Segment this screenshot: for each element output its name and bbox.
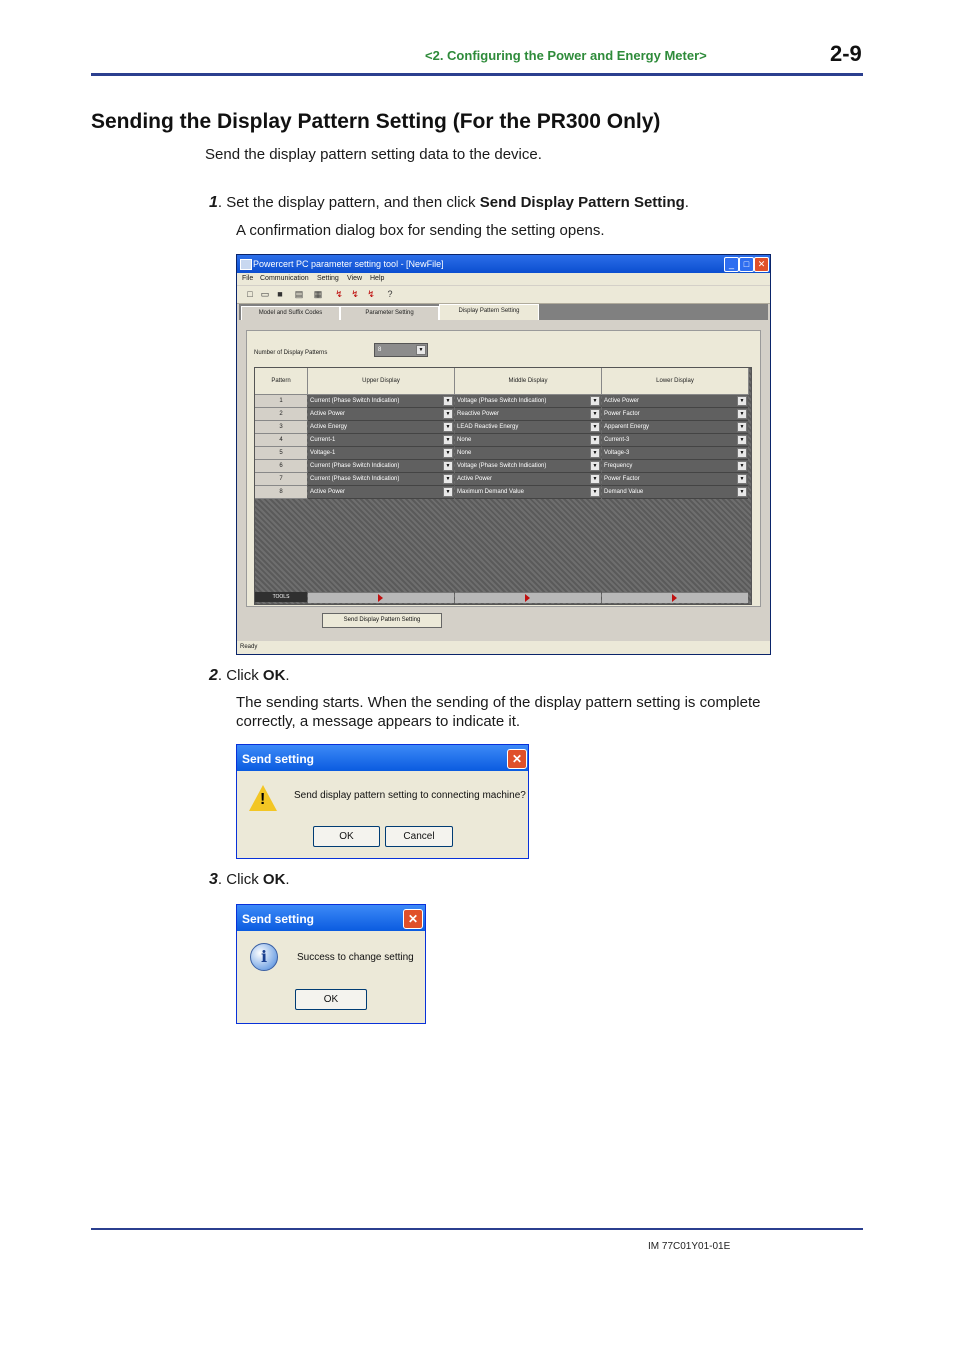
cell-value: Demand Value [604,489,644,495]
row-5-lower-select[interactable] [602,447,748,460]
row-7-middle-select[interactable] [455,473,601,486]
cell-value: Current-1 [310,437,336,443]
chevron-down-icon[interactable]: ▼ [590,396,600,406]
confirm-dialog-titlebar [237,745,528,771]
chevron-down-icon[interactable]: ▼ [443,396,453,406]
row-1-middle-select[interactable] [455,395,601,408]
chevron-down-icon[interactable]: ▼ [590,422,600,432]
cell-value: Reactive Power [457,411,500,417]
row-6-middle-select[interactable] [455,460,601,473]
chevron-down-icon[interactable]: ▼ [443,435,453,445]
row-7-pattern: 7 [255,473,307,486]
row-1-pattern: 1 [255,395,307,408]
col-header-upper: Upper Display [308,368,455,395]
tools-label: TOOLS [255,592,307,602]
step-number: 2 [209,667,218,684]
tab-model-suffix[interactable]: Model and Suffix Codes [241,306,340,320]
section-intro: Send the display pattern setting data to the device. [205,146,542,163]
cell-value: Power Factor [604,476,640,482]
cell-value: Active Power [310,489,346,495]
row-2-middle-select[interactable] [455,408,601,421]
open-folder-icon[interactable]: ▭ [260,289,270,299]
confirm-dialog-title: Send setting [242,752,315,766]
row-3-middle-select[interactable] [455,421,601,434]
cell-value: None [457,437,472,443]
step-1-note: A confirmation dialog box for sending the setting opens. [236,222,605,239]
chevron-down-icon[interactable]: ▼ [416,345,426,355]
section-title: Sending the Display Pattern Setting (For the PR300 Only) [91,110,661,133]
cell-value: Active Power [457,476,493,482]
close-icon[interactable]: ✕ [754,257,769,272]
step-2-note-line2: correctly, a message appears to indicate it. [236,713,521,730]
cell-value: Voltage-3 [604,450,630,456]
chevron-down-icon[interactable]: ▼ [590,474,600,484]
upper-scrollbar[interactable] [308,592,454,603]
step-number: 1 [209,194,218,211]
success-dialog [236,904,426,1024]
transfer-icon[interactable]: ↯ [367,289,375,299]
close-icon[interactable]: ✕ [403,909,423,929]
chevron-down-icon[interactable]: ▼ [590,487,600,497]
chevron-down-icon[interactable]: ▼ [590,435,600,445]
confirm-dialog [236,744,529,859]
step-bold: OK [262,871,286,888]
chevron-down-icon[interactable]: ▼ [737,422,747,432]
tab-parameter-setting[interactable]: Parameter Setting [340,306,439,320]
success-dialog-message: Success to change setting [297,952,414,963]
marker-icon [672,594,677,602]
num-patterns-value: 8 [378,347,382,353]
step-bold: OK [262,667,286,684]
row-7-upper-select[interactable] [308,473,454,486]
cell-value: Current (Phase Switch Indication) [310,463,400,469]
cell-value: Active Power [604,398,640,404]
step-text: . Click [217,871,263,888]
col-header-pattern: Pattern [255,368,308,395]
step-text: . Click [217,667,263,684]
tab-strip [239,304,768,320]
chapter-header: <2. Configuring the Power and Energy Meter> [425,48,707,63]
row-8-lower-select[interactable] [602,486,748,499]
row-1-lower-select[interactable] [602,395,748,408]
app-icon [240,259,252,270]
chevron-down-icon[interactable]: ▼ [590,461,600,471]
receive-icon[interactable]: ↯ [351,289,359,299]
menu-setting[interactable]: Setting [317,275,339,282]
cell-value: Power Factor [604,411,640,417]
row-2-pattern: 2 [255,408,307,421]
row-3-upper-select[interactable] [308,421,454,434]
cancel-button[interactable]: Cancel [385,826,453,847]
chevron-down-icon[interactable]: ▼ [590,409,600,419]
step-2 [209,667,290,685]
row-3-pattern: 3 [255,421,307,434]
row-6-lower-select[interactable] [602,460,748,473]
success-dialog-titlebar [237,905,425,931]
send-icon[interactable]: ↯ [335,289,343,299]
row-5-middle-select[interactable] [455,447,601,460]
row-8-pattern: 8 [255,486,307,499]
row-7-lower-select[interactable] [602,473,748,486]
info-icon: i [250,943,278,971]
help-icon[interactable]: ? [387,289,393,299]
chevron-down-icon[interactable]: ▼ [590,448,600,458]
chevron-down-icon[interactable]: ▼ [443,474,453,484]
row-4-middle-select[interactable] [455,434,601,447]
ok-button[interactable]: OK [313,826,380,847]
lower-scrollbar[interactable] [602,592,748,603]
chevron-down-icon[interactable]: ▼ [737,461,747,471]
status-text: Ready [240,644,258,650]
step-2-note-line1: The sending starts. When the sending of the display pattern setting is complete [236,694,761,711]
cell-value: Current-3 [604,437,630,443]
toolbar [237,286,770,304]
warning-mark: ! [260,791,266,808]
chevron-down-icon[interactable]: ▼ [443,422,453,432]
print-icon[interactable]: ▤ [294,289,304,299]
row-1-upper-select[interactable] [308,395,454,408]
cell-value: Voltage (Phase Switch Indication) [457,398,547,404]
chevron-down-icon[interactable]: ▼ [737,435,747,445]
step-bold: Send Display Pattern Setting [479,194,685,211]
row-2-lower-select[interactable] [602,408,748,421]
tab-display-pattern[interactable]: Display Pattern Setting [439,304,539,320]
step-3 [209,871,290,889]
row-8-upper-select[interactable] [308,486,454,499]
marker-icon [378,594,383,602]
chevron-down-icon[interactable]: ▼ [737,487,747,497]
cell-value: None [457,450,472,456]
maximize-icon[interactable]: □ [739,257,754,272]
col-header-middle: Middle Display [455,368,602,395]
step-1 [209,194,689,212]
app-window [236,254,771,655]
document-id: IM 77C01Y01-01E [648,1241,731,1252]
cell-value: Voltage-1 [310,450,336,456]
cell-value: Current (Phase Switch Indication) [310,398,400,404]
cell-value: Frequency [604,463,633,469]
page-number: 2-9 [830,41,862,66]
num-patterns-select[interactable] [374,343,428,357]
row-4-lower-select[interactable] [602,434,748,447]
step-suffix: . [285,667,290,684]
cell-value: LEAD Reactive Energy [457,424,519,430]
menu-communication[interactable]: Communication [260,275,309,282]
cell-value: Apparent Energy [604,424,650,430]
row-2-upper-select[interactable] [308,408,454,421]
pattern-grid [254,367,752,605]
new-file-icon[interactable]: □ [247,289,253,299]
menu-help[interactable]: Help [370,275,385,282]
success-dialog-title: Send setting [242,912,315,926]
row-4-upper-select[interactable] [308,434,454,447]
save-icon[interactable]: ■ [277,289,283,299]
row-8-middle-select[interactable] [455,486,601,499]
col-header-lower: Lower Display [602,368,749,395]
confirm-dialog-message: Send display pattern setting to connecting machine? [294,790,526,801]
row-4-pattern: 4 [255,434,307,447]
row-6-pattern: 6 [255,460,307,473]
app-titlebar [237,255,770,273]
row-3-lower-select[interactable] [602,421,748,434]
marker-icon [525,594,530,602]
footer-rule [91,1228,863,1230]
menubar [237,273,770,285]
app-title: Powercert PC parameter setting tool - [NewFile] [253,259,444,269]
row-5-pattern: 5 [255,447,307,460]
middle-scrollbar[interactable] [455,592,601,603]
chevron-down-icon[interactable]: ▼ [737,396,747,406]
chevron-down-icon[interactable]: ▼ [443,461,453,471]
chevron-down-icon[interactable]: ▼ [443,448,453,458]
step-text: . Set the display pattern, and then click [217,194,480,211]
chevron-down-icon[interactable]: ▼ [737,409,747,419]
cell-value: Active Power [310,411,346,417]
header-rule [91,73,863,76]
download-icon[interactable]: ▦ [313,289,323,299]
close-icon[interactable]: ✕ [507,749,527,769]
ok-button[interactable]: OK [295,989,367,1010]
menu-view[interactable]: View [347,275,363,282]
chevron-down-icon[interactable]: ▼ [737,448,747,458]
num-patterns-label: Number of Display Patterns [254,350,328,356]
chevron-down-icon[interactable]: ▼ [443,409,453,419]
menu-file[interactable]: File [242,275,254,282]
cell-value: Current (Phase Switch Indication) [310,476,400,482]
cell-value: Maximum Demand Value [457,489,524,495]
row-5-upper-select[interactable] [308,447,454,460]
chevron-down-icon[interactable]: ▼ [443,487,453,497]
row-6-upper-select[interactable] [308,460,454,473]
step-suffix: . [684,194,689,211]
cell-value: Voltage (Phase Switch Indication) [457,463,547,469]
minimize-icon[interactable]: _ [724,257,739,272]
step-number: 3 [209,871,218,888]
status-bar [237,641,770,654]
cell-value: Active Energy [310,424,348,430]
step-suffix: . [285,871,290,888]
chevron-down-icon[interactable]: ▼ [737,474,747,484]
send-display-pattern-button[interactable]: Send Display Pattern Setting [322,613,442,628]
